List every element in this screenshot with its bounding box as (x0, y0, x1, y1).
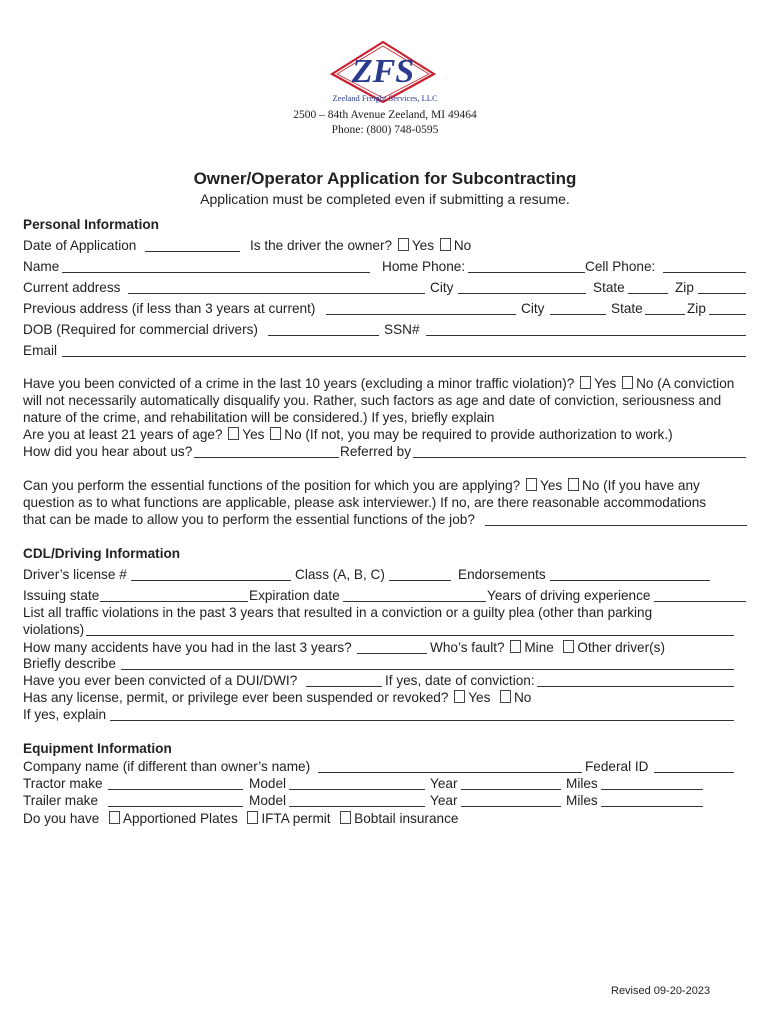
ifta-permit-checkbox[interactable] (247, 811, 258, 824)
logo-text: ZFS (351, 53, 415, 90)
home-phone-label: Home Phone: (382, 259, 466, 274)
hear-question: How did you hear about us? (23, 444, 193, 459)
home-phone-field[interactable] (468, 272, 585, 273)
revised-date: Revised 09-20-2023 (611, 985, 711, 997)
trailer-year-field[interactable] (461, 806, 561, 807)
previous-city-label: City (521, 301, 545, 316)
crime-no-checkbox[interactable] (622, 376, 633, 389)
dui-date-label: If yes, date of conviction: (385, 673, 535, 688)
name-field[interactable] (62, 272, 370, 273)
age-question: Are you at least 21 years of age? Yes No (If not, you may be required to provide authorization to work.) (23, 427, 673, 442)
license-field[interactable] (131, 580, 291, 581)
driver-owner-no-checkbox[interactable] (440, 238, 451, 251)
tractor-model-label: Model (249, 776, 287, 791)
years-experience-label: Years of driving experience (487, 588, 651, 603)
previous-state-label: State (611, 301, 643, 316)
federal-id-field[interactable] (654, 772, 734, 773)
driver-owner-question: Is the driver the owner? Yes No (250, 238, 472, 253)
trailer-model-label: Model (249, 793, 287, 808)
name-label: Name (23, 259, 60, 274)
current-city-field[interactable] (458, 293, 586, 294)
class-field[interactable] (389, 580, 451, 581)
trailer-make-field[interactable] (108, 806, 243, 807)
issuing-state-label: Issuing state (23, 588, 100, 603)
trailer-miles-label: Miles (566, 793, 598, 808)
tractor-year-label: Year (430, 776, 458, 791)
form-subtitle: Application must be completed even if submitting a resume. (200, 191, 570, 207)
company-name: Zeeland Freight Services, LLC (332, 93, 438, 103)
license-label: Driver’s license # (23, 567, 127, 582)
suspended-question: Has any license, permit, or privilege ever been suspended or revoked? Yes No (23, 690, 532, 705)
current-city-label: City (430, 280, 454, 295)
expiration-label: Expiration date (249, 588, 340, 603)
current-state-label: State (593, 280, 625, 295)
previous-city-field[interactable] (550, 314, 606, 315)
referred-by-field[interactable] (413, 457, 746, 458)
current-state-field[interactable] (628, 293, 668, 294)
trailer-model-field[interactable] (289, 806, 425, 807)
current-address-label: Current address (23, 280, 121, 295)
briefly-describe-label: Briefly describe (23, 656, 116, 671)
essential-line-2: question as to what functions are applicable, please ask interviewer.) If no, are there reasonable accommodations (23, 495, 707, 510)
explain-field[interactable] (110, 720, 734, 721)
violations-field[interactable] (86, 635, 734, 636)
trailer-miles-field[interactable] (601, 806, 703, 807)
hear-field[interactable] (194, 457, 339, 458)
class-label: Class (A, B, C) (295, 567, 385, 582)
email-label: Email (23, 343, 57, 358)
current-zip-field[interactable] (698, 293, 746, 294)
endorsements-field[interactable] (550, 580, 710, 581)
essential-line-3: that can be made to allow you to perform the essential functions of the job? (23, 512, 475, 527)
violations-line-1: List all traffic violations in the past 3 years that resulted in a conviction or a guilty plea (other than parking (23, 605, 653, 620)
current-address-field[interactable] (128, 293, 425, 294)
referred-by-label: Referred by (340, 444, 412, 459)
accidents-field[interactable] (357, 653, 427, 654)
company-address: 2500 – 84th Avenue Zeeland, MI 49464 (293, 109, 477, 121)
tractor-miles-label: Miles (566, 776, 598, 791)
crime-yes-checkbox[interactable] (580, 376, 591, 389)
age-no-checkbox[interactable] (270, 427, 281, 440)
crime-line-2: will not necessarily automatically disqualify you. Rather, such factors as age and date of conviction, seriousness and (23, 393, 722, 408)
cell-phone-label: Cell Phone: (585, 259, 656, 274)
fault-other-checkbox[interactable] (563, 640, 574, 653)
cell-phone-field[interactable] (663, 272, 746, 273)
briefly-describe-field[interactable] (121, 669, 734, 670)
age-yes-checkbox[interactable] (228, 427, 239, 440)
section-personal: Personal Information (23, 217, 159, 232)
equipment-options: Do you have Apportioned Plates IFTA permit Bobtail insurance (23, 811, 459, 826)
tractor-year-field[interactable] (461, 789, 561, 790)
fault-question: Who’s fault? Mine Other driver(s) (430, 640, 665, 655)
section-equipment: Equipment Information (23, 741, 172, 756)
previous-address-label: Previous address (if less than 3 years at current) (23, 301, 316, 316)
tractor-make-label: Tractor make (23, 776, 103, 791)
accommodations-field[interactable] (485, 525, 747, 526)
essential-no-checkbox[interactable] (568, 478, 579, 491)
company-name-label: Company name (if different than owner’s name) (23, 759, 311, 774)
fault-mine-checkbox[interactable] (510, 640, 521, 653)
company-name-field[interactable] (318, 772, 582, 773)
trailer-year-label: Year (430, 793, 458, 808)
date-label: Date of Application (23, 238, 137, 253)
bobtail-insurance-checkbox[interactable] (340, 811, 351, 824)
dob-field[interactable] (268, 335, 379, 336)
tractor-make-field[interactable] (108, 789, 243, 790)
violations-line-2: violations) (23, 622, 85, 637)
federal-id-label: Federal ID (585, 759, 649, 774)
essential-question: Can you perform the essential functions of the position for which you are applying? Yes No (If you have any (23, 478, 700, 493)
previous-state-field[interactable] (645, 314, 685, 315)
section-cdl: CDL/Driving Information (23, 546, 181, 561)
dui-field[interactable] (306, 686, 382, 687)
email-field[interactable] (62, 356, 746, 357)
crime-line-3: nature of the crime, and rehabilitation will be considered.) If yes, briefly explain (23, 410, 495, 425)
current-zip-label: Zip (675, 280, 694, 295)
explain-label: If yes, explain (23, 707, 107, 722)
tractor-model-field[interactable] (289, 789, 425, 790)
essential-yes-checkbox[interactable] (526, 478, 537, 491)
form-title: Owner/Operator Application for Subcontracting (193, 169, 577, 188)
driver-owner-yes-checkbox[interactable] (398, 238, 409, 251)
expiration-field[interactable] (343, 601, 486, 602)
ssn-label: SSN# (384, 322, 420, 337)
endorsements-label: Endorsements (458, 567, 546, 582)
suspended-no-checkbox[interactable] (500, 690, 511, 703)
dui-date-field[interactable] (537, 686, 734, 687)
dob-label: DOB (Required for commercial drivers) (23, 322, 258, 337)
previous-address-field[interactable] (326, 314, 516, 315)
suspended-yes-checkbox[interactable] (454, 690, 465, 703)
accidents-question: How many accidents have you had in the last 3 years? (23, 640, 352, 655)
previous-zip-field[interactable] (709, 314, 746, 315)
dui-question: Have you ever been convicted of a DUI/DWI? (23, 673, 298, 688)
apportioned-plates-checkbox[interactable] (109, 811, 120, 824)
company-phone: Phone: (800) 748-0595 (331, 124, 439, 136)
ssn-field[interactable] (426, 335, 746, 336)
issuing-state-field[interactable] (100, 601, 248, 602)
date-field[interactable] (145, 251, 240, 252)
trailer-make-label: Trailer make (23, 793, 99, 808)
tractor-miles-field[interactable] (601, 789, 703, 790)
previous-zip-label: Zip (687, 301, 706, 316)
crime-question: Have you been convicted of a crime in the last 10 years (excluding a minor traffic violation)? Yes No (A conviction (23, 376, 735, 391)
years-experience-field[interactable] (654, 601, 746, 602)
